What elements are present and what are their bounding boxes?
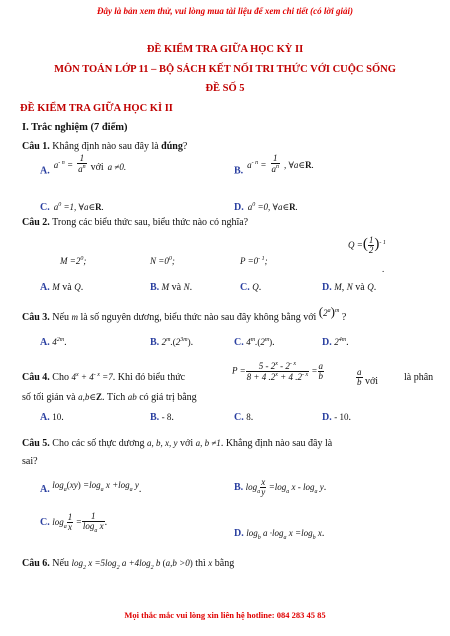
question-4: Câu 4. Cho $4^x + 4^{- x} =7$. Khi đó biểu thức	[22, 372, 186, 383]
q3-option-d[interactable]: D. $2^{4m}$.	[322, 337, 349, 348]
q4-option-a[interactable]: A. 10.	[40, 412, 64, 423]
q5-option-a[interactable]: A. $\log_a(xy) =\log_a$ $x +\log_a$ y.	[40, 480, 142, 495]
q4-option-b[interactable]: B. - 8.	[150, 412, 174, 423]
q3-option-c[interactable]: C. 4$^m$.(2$^m$).	[234, 337, 275, 348]
q1-option-c[interactable]: C. $a^0 =1$, ∀a∈R.	[40, 202, 104, 213]
preview-banner: Đây là bản xem thử, vui lòng mua tài liệu để xem chi tiết (có lời giải)	[97, 6, 353, 16]
q4-condition: $\frac{a}{b}$ với	[357, 367, 379, 387]
q2-option-d[interactable]: D. M, N và Q.	[322, 282, 377, 293]
exam-title: ĐỀ KIỂM TRA GIỮA HỌC KỲ II	[146, 44, 304, 55]
q2-option-a[interactable]: A. M và Q.	[40, 282, 84, 293]
exam-subject: MÔN TOÁN LỚP 11 – BỘ SÁCH KẾT NỐI TRI THỨC VỚI CUỘC SỐNG	[54, 64, 396, 75]
q4-expression-p: P = $\frac{5 - 2^x - 2^{- x}}{8 + 4 .2^x + 4 .2^{- x}}$ = $\frac{a}{b}$	[232, 361, 323, 382]
question-2: Câu 2. Trong các biểu thức sau, biểu thức nào có nghĩa?	[22, 217, 249, 228]
q5-option-d[interactable]: D. $\log_b a \cdot\log_a$ $x =\log_b$ x.	[234, 528, 325, 541]
question-1: Câu 1. Khẳng định nào sau đây là đúng?	[22, 141, 188, 152]
q5-option-b[interactable]: B. $\log_a$ $\frac{x}{y}$ $=\log_a$ x - $\log_a y$.	[234, 477, 327, 497]
q2-option-b[interactable]: B. M và N.	[150, 282, 193, 293]
q3-option-a[interactable]: A. $4^{2m}$.	[40, 337, 67, 348]
q2-option-c[interactable]: C. Q.	[240, 282, 262, 293]
q4-option-d[interactable]: D. - 10.	[322, 412, 351, 423]
exam-heading: ĐỀ KIỂM TRA GIỮA HỌC KÌ II	[20, 103, 173, 114]
q3-option-b[interactable]: B. $2^m.(2^{3m})$.	[150, 337, 194, 348]
q1-option-d[interactable]: D. $a^0 =0$, ∀a∈R.	[234, 202, 298, 213]
section-heading: I. Trắc nghiệm (7 điểm)	[22, 122, 128, 133]
q4-option-c[interactable]: C. 8.	[234, 412, 254, 423]
q2-expression-m: $M =2^0$;	[60, 256, 87, 266]
q2-expression-q: Q =( $\frac{1}{2}$ )$^{- 1}$	[348, 235, 386, 256]
question-5-cont: sai?	[22, 456, 38, 467]
question-3: Câu 3. Nếu m là số nguyên dương, biểu thức nào sau đây không bằng với $(2^a)^m$ ?	[22, 304, 347, 323]
q5-option-c[interactable]: C. $\log_a$ $\frac{1}{x}$ = $\frac{1}{\log_a x}$ .	[40, 511, 108, 534]
question-label: Câu 1.	[22, 141, 50, 152]
q2-expression-n: $N =0^0$;	[150, 256, 175, 266]
q1-option-b[interactable]: B. $^{a^{- n} =}$ $\frac{1}{a^n}$ $^{, \forall a\in R.}$	[234, 153, 314, 177]
question-5: Câu 5. Cho các số thực dương a, b, x, y với a, b ≠1. Khẳng định nào sau đây là	[22, 438, 333, 449]
hotline-footer: Mọi thắc mắc vui lòng xin liên hệ hotline: 084 283 45 85	[124, 610, 326, 620]
q1-option-a[interactable]: A. $^{a^{- n} =}$ $\frac{1}{a^n}$ $^{với}$ $^{a \ne 0.}$	[40, 153, 127, 177]
exam-number: ĐỀ SỐ 5	[205, 83, 245, 94]
q2-expression-p: $P =0^{- 1}$;	[240, 256, 268, 266]
question-6: Câu 6. Nếu $\log_2 x =5\log_2$ $a +4\log_2$ b (a,b >0) thì x bằng	[22, 558, 235, 571]
question-4-cont: số tối giản và a,b∈Z. Tích ab có giá trị bằng	[22, 392, 197, 403]
